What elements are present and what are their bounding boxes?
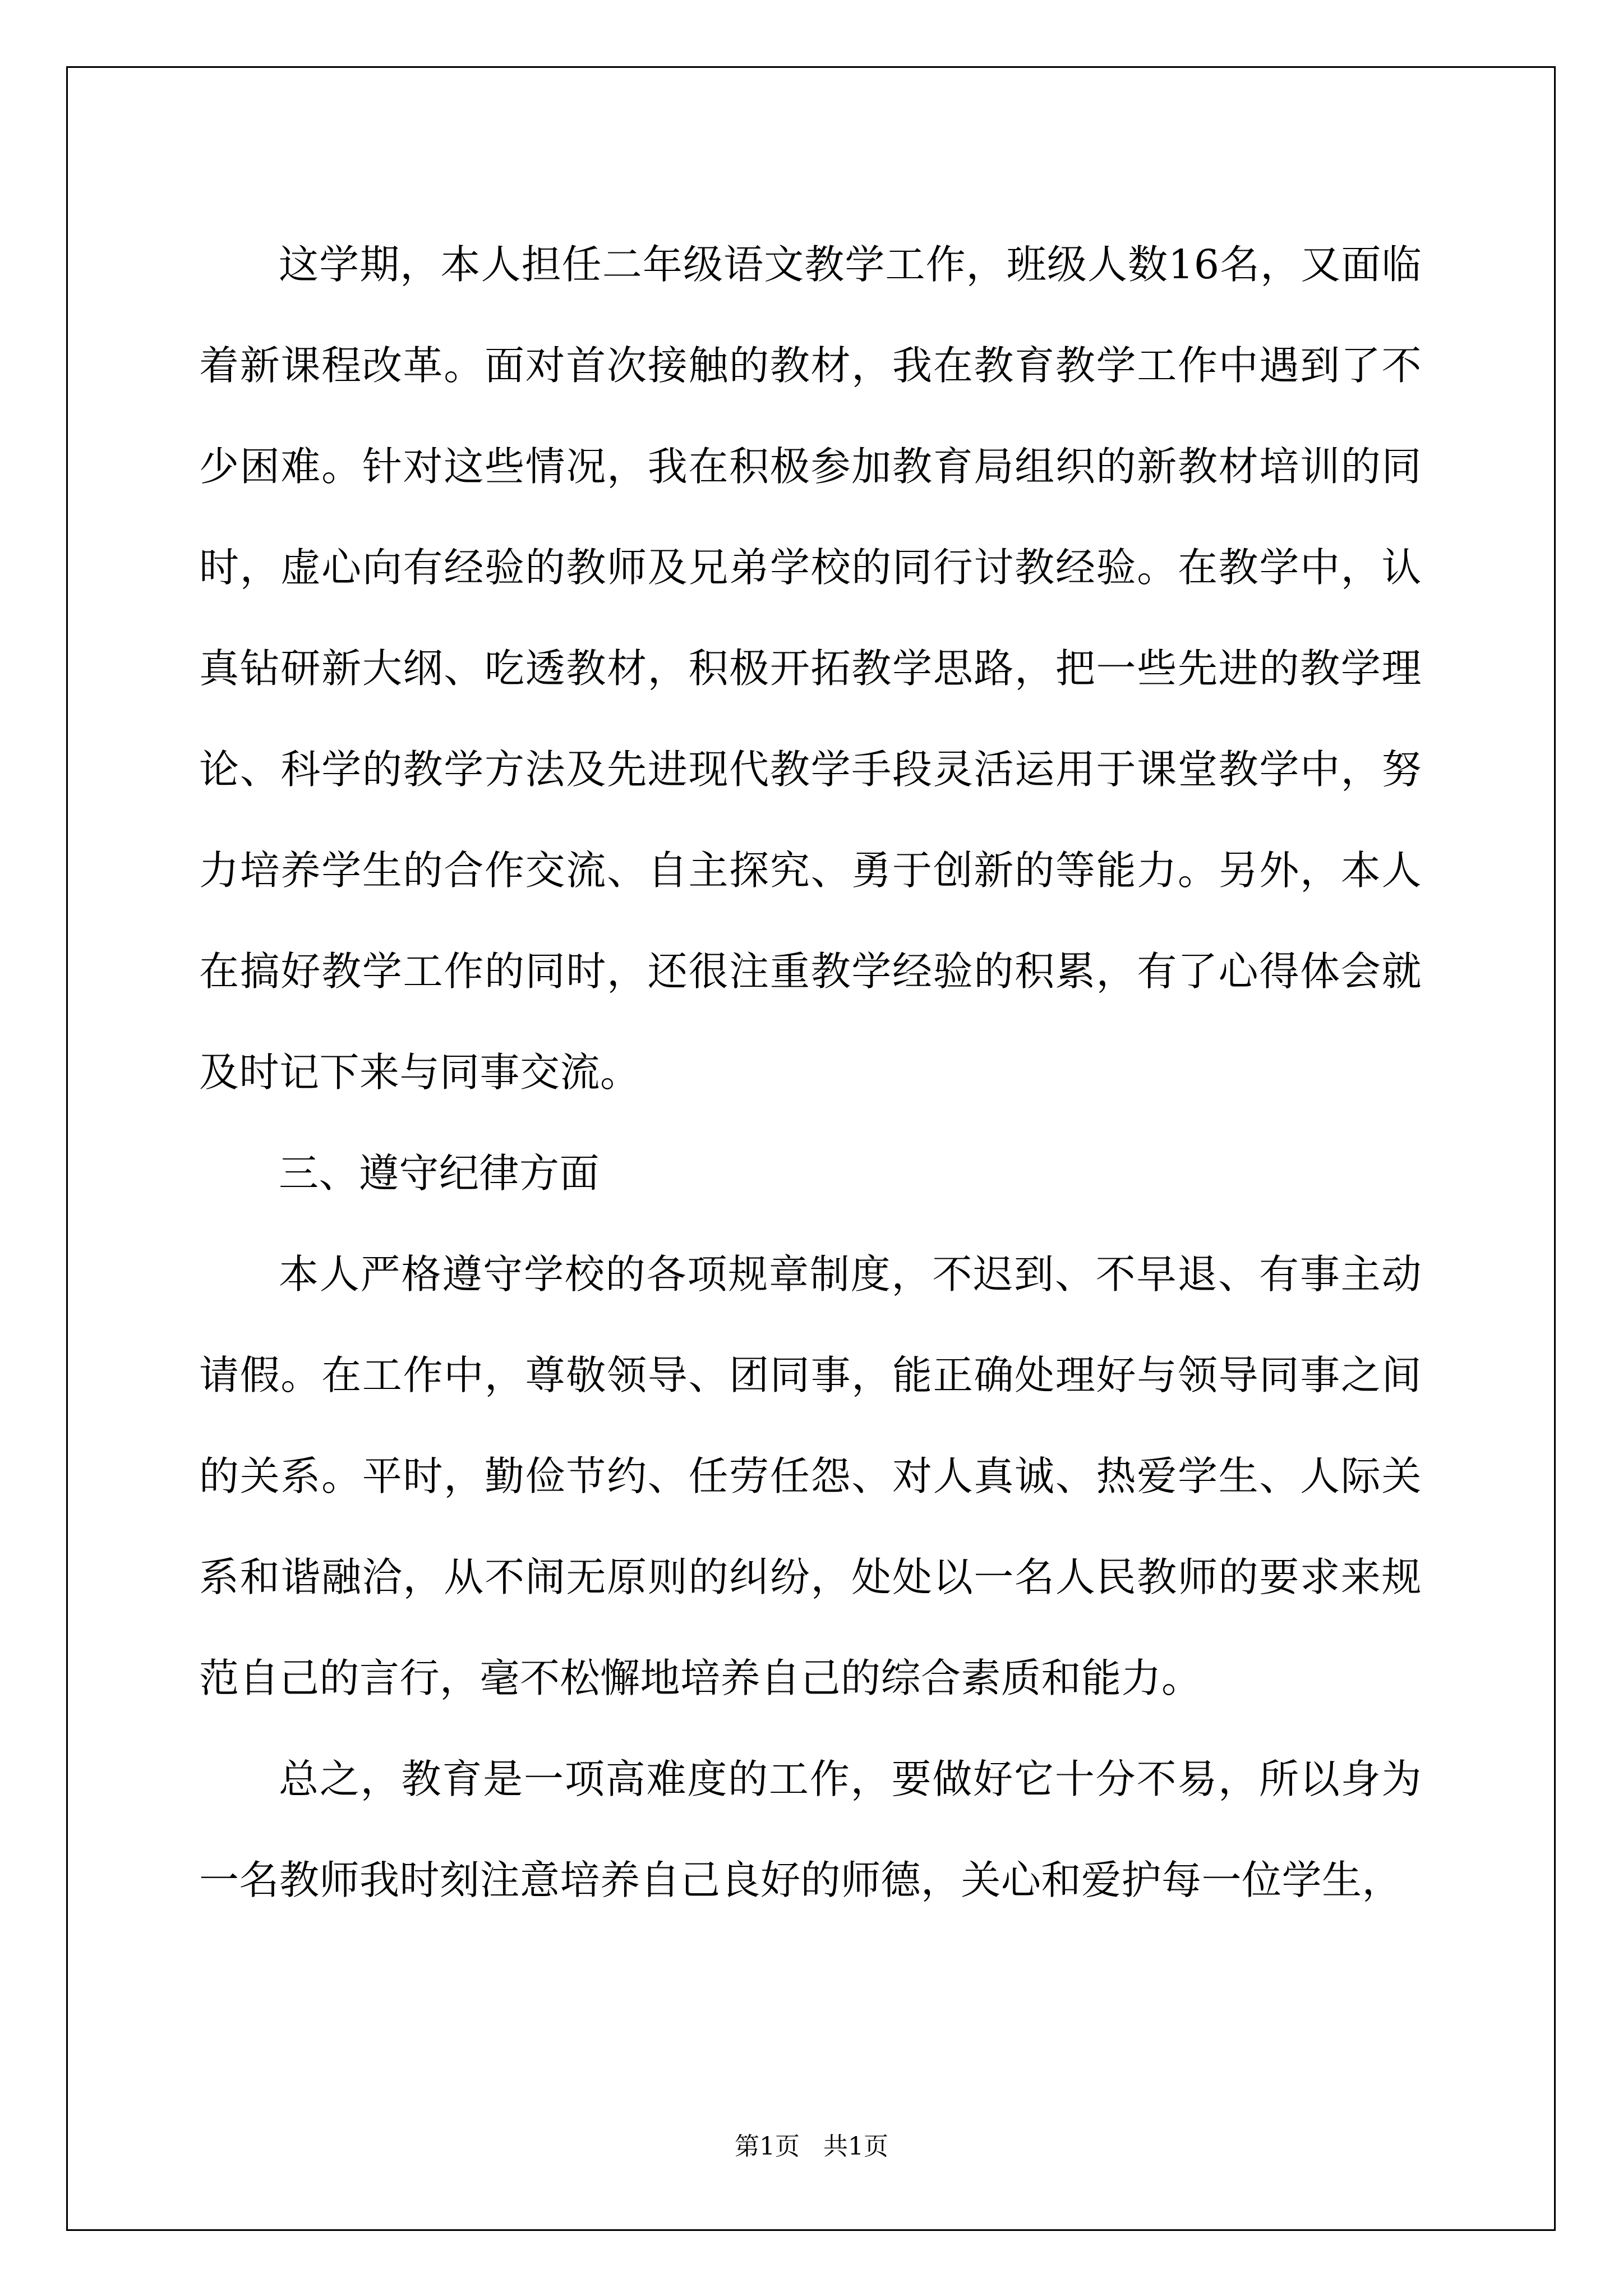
document-body	[199, 214, 1422, 1931]
page-footer: 第1页 共1页	[735, 2132, 888, 2161]
paragraph-discipline: 本人严格遵守学校的各项规章制度，不迟到、不早退、有事主动请假。在工作中，尊敬领导、团同事，能正确处理好与领导同事之间的关系。平时，勤俭节约、任劳任怨、对人真诚、热爱学生、人际关系和谐融洽，从不闹无原则的纠纷，处处以一名人民教师的要求来规范自己的言行，毫不松懈地培养自己的综合素质和能力。	[199, 1251, 1422, 1701]
paragraph-teaching: 这学期，本人担任二年级语文教学工作，班级人数16名，又面临着新课程改革。面对首次接触的教材，我在教育教学工作中遇到了不少困难。针对这些情况，我在积极参加教育局组织的新教材培训的同时，虚心向有经验的教师及兄弟学校的同行讨教经验。在教学中，认真钻研新大纲、吃透教材，积极开拓教学思路，把一些先进的教学理论、科学的教学方法及先进现代教学手段灵活运用于课堂教学中，努力培养学生的合作交流、自主探究、勇于创新的等能力。另外，本人在搞好教学工作的同时，还很注重教学经验的积累，有了心得体会就及时记下来与同事交流。	[199, 241, 1422, 1096]
paragraph-summary: 总之，教育是一项高难度的工作，要做好它十分不易，所以身为一名教师我时刻注意培养自己良好的师德，关心和爱护每一位学生，	[199, 1756, 1422, 1903]
section-heading-discipline: 三、遵守纪律方面	[279, 1150, 600, 1197]
